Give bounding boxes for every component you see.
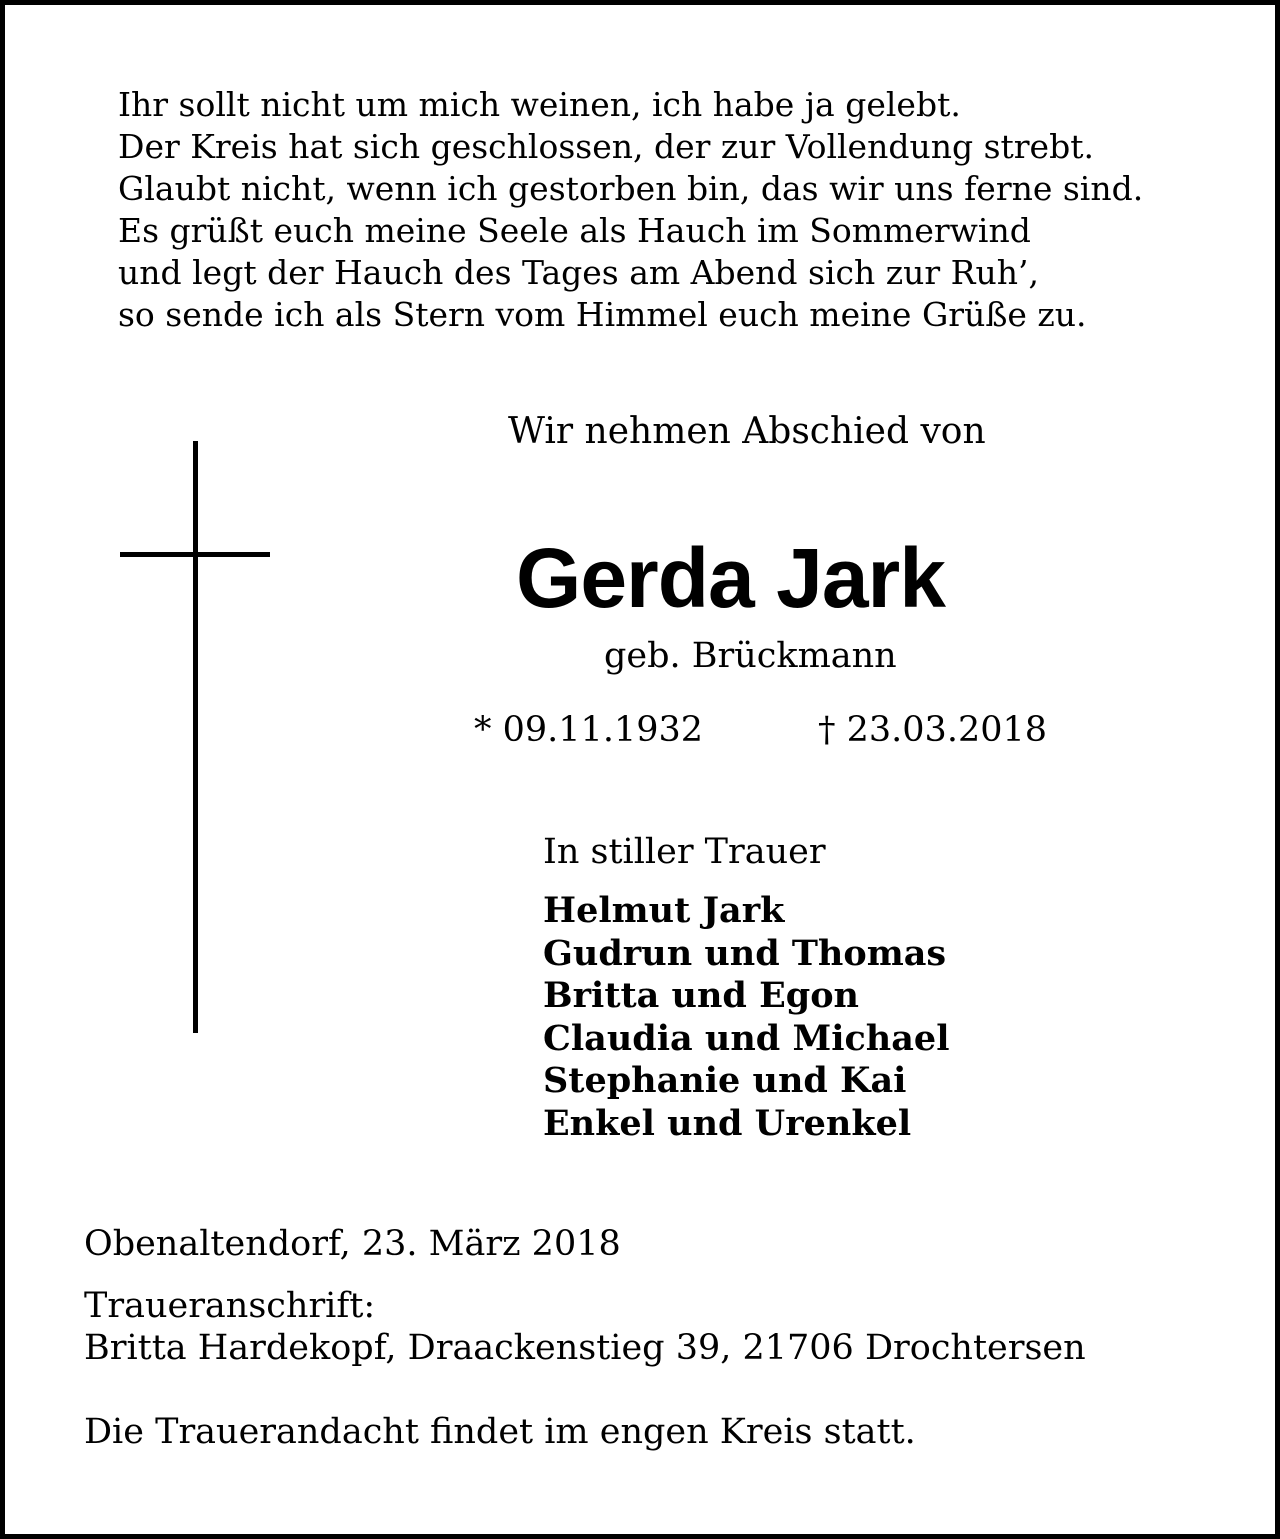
cross-vertical-beam: [193, 441, 198, 1033]
mourners-list: [543, 890, 950, 1145]
deceased-name: Gerda Jark: [516, 531, 945, 625]
poem-line: Ihr sollt nicht um mich weinen, ich habe ja gelebt.: [118, 85, 961, 124]
mourner-name: Stephanie und Kai: [543, 1060, 907, 1101]
mourner-name: Helmut Jark: [543, 890, 785, 931]
mourner-name: Enkel und Urenkel: [543, 1102, 912, 1144]
poem-line: so sende ich als Stern vom Himmel euch meine Grüße zu.: [118, 295, 1087, 334]
mourner-name: Gudrun und Thomas: [543, 932, 947, 974]
farewell-intro: Wir nehmen Abschied von: [508, 411, 986, 452]
poem-line: Es grüßt euch meine Seele als Hauch im Sommerwind: [118, 211, 1031, 250]
mourning-heading: In stiller Trauer: [543, 832, 826, 872]
poem-line: Glaubt nicht, wenn ich gestorben bin, das wir uns ferne sind.: [118, 169, 1144, 208]
mourner-name: Britta und Egon: [543, 975, 860, 1016]
death-date: † 23.03.2018: [818, 710, 1048, 750]
place-and-date: Obenaltendorf, 23. März 2018: [84, 1224, 621, 1264]
poem-line: Der Kreis hat sich geschlossen, der zur Vollendung strebt.: [118, 127, 1094, 166]
maiden-name: geb. Brückmann: [604, 636, 897, 676]
poem-line: und legt der Hauch des Tages am Abend sich zur Ruh’,: [118, 253, 1039, 292]
mourning-address: Britta Hardekopf, Draackenstieg 39, 21706 Drochtersen: [84, 1328, 1086, 1368]
cross-horizontal-beam: [120, 552, 270, 557]
address-label: Traueranschrift:: [84, 1286, 376, 1326]
birth-date: * 09.11.1932: [474, 710, 704, 750]
mourner-name: Claudia und Michael: [543, 1017, 950, 1059]
service-note: Die Trauerandacht findet im engen Kreis statt.: [84, 1412, 916, 1452]
